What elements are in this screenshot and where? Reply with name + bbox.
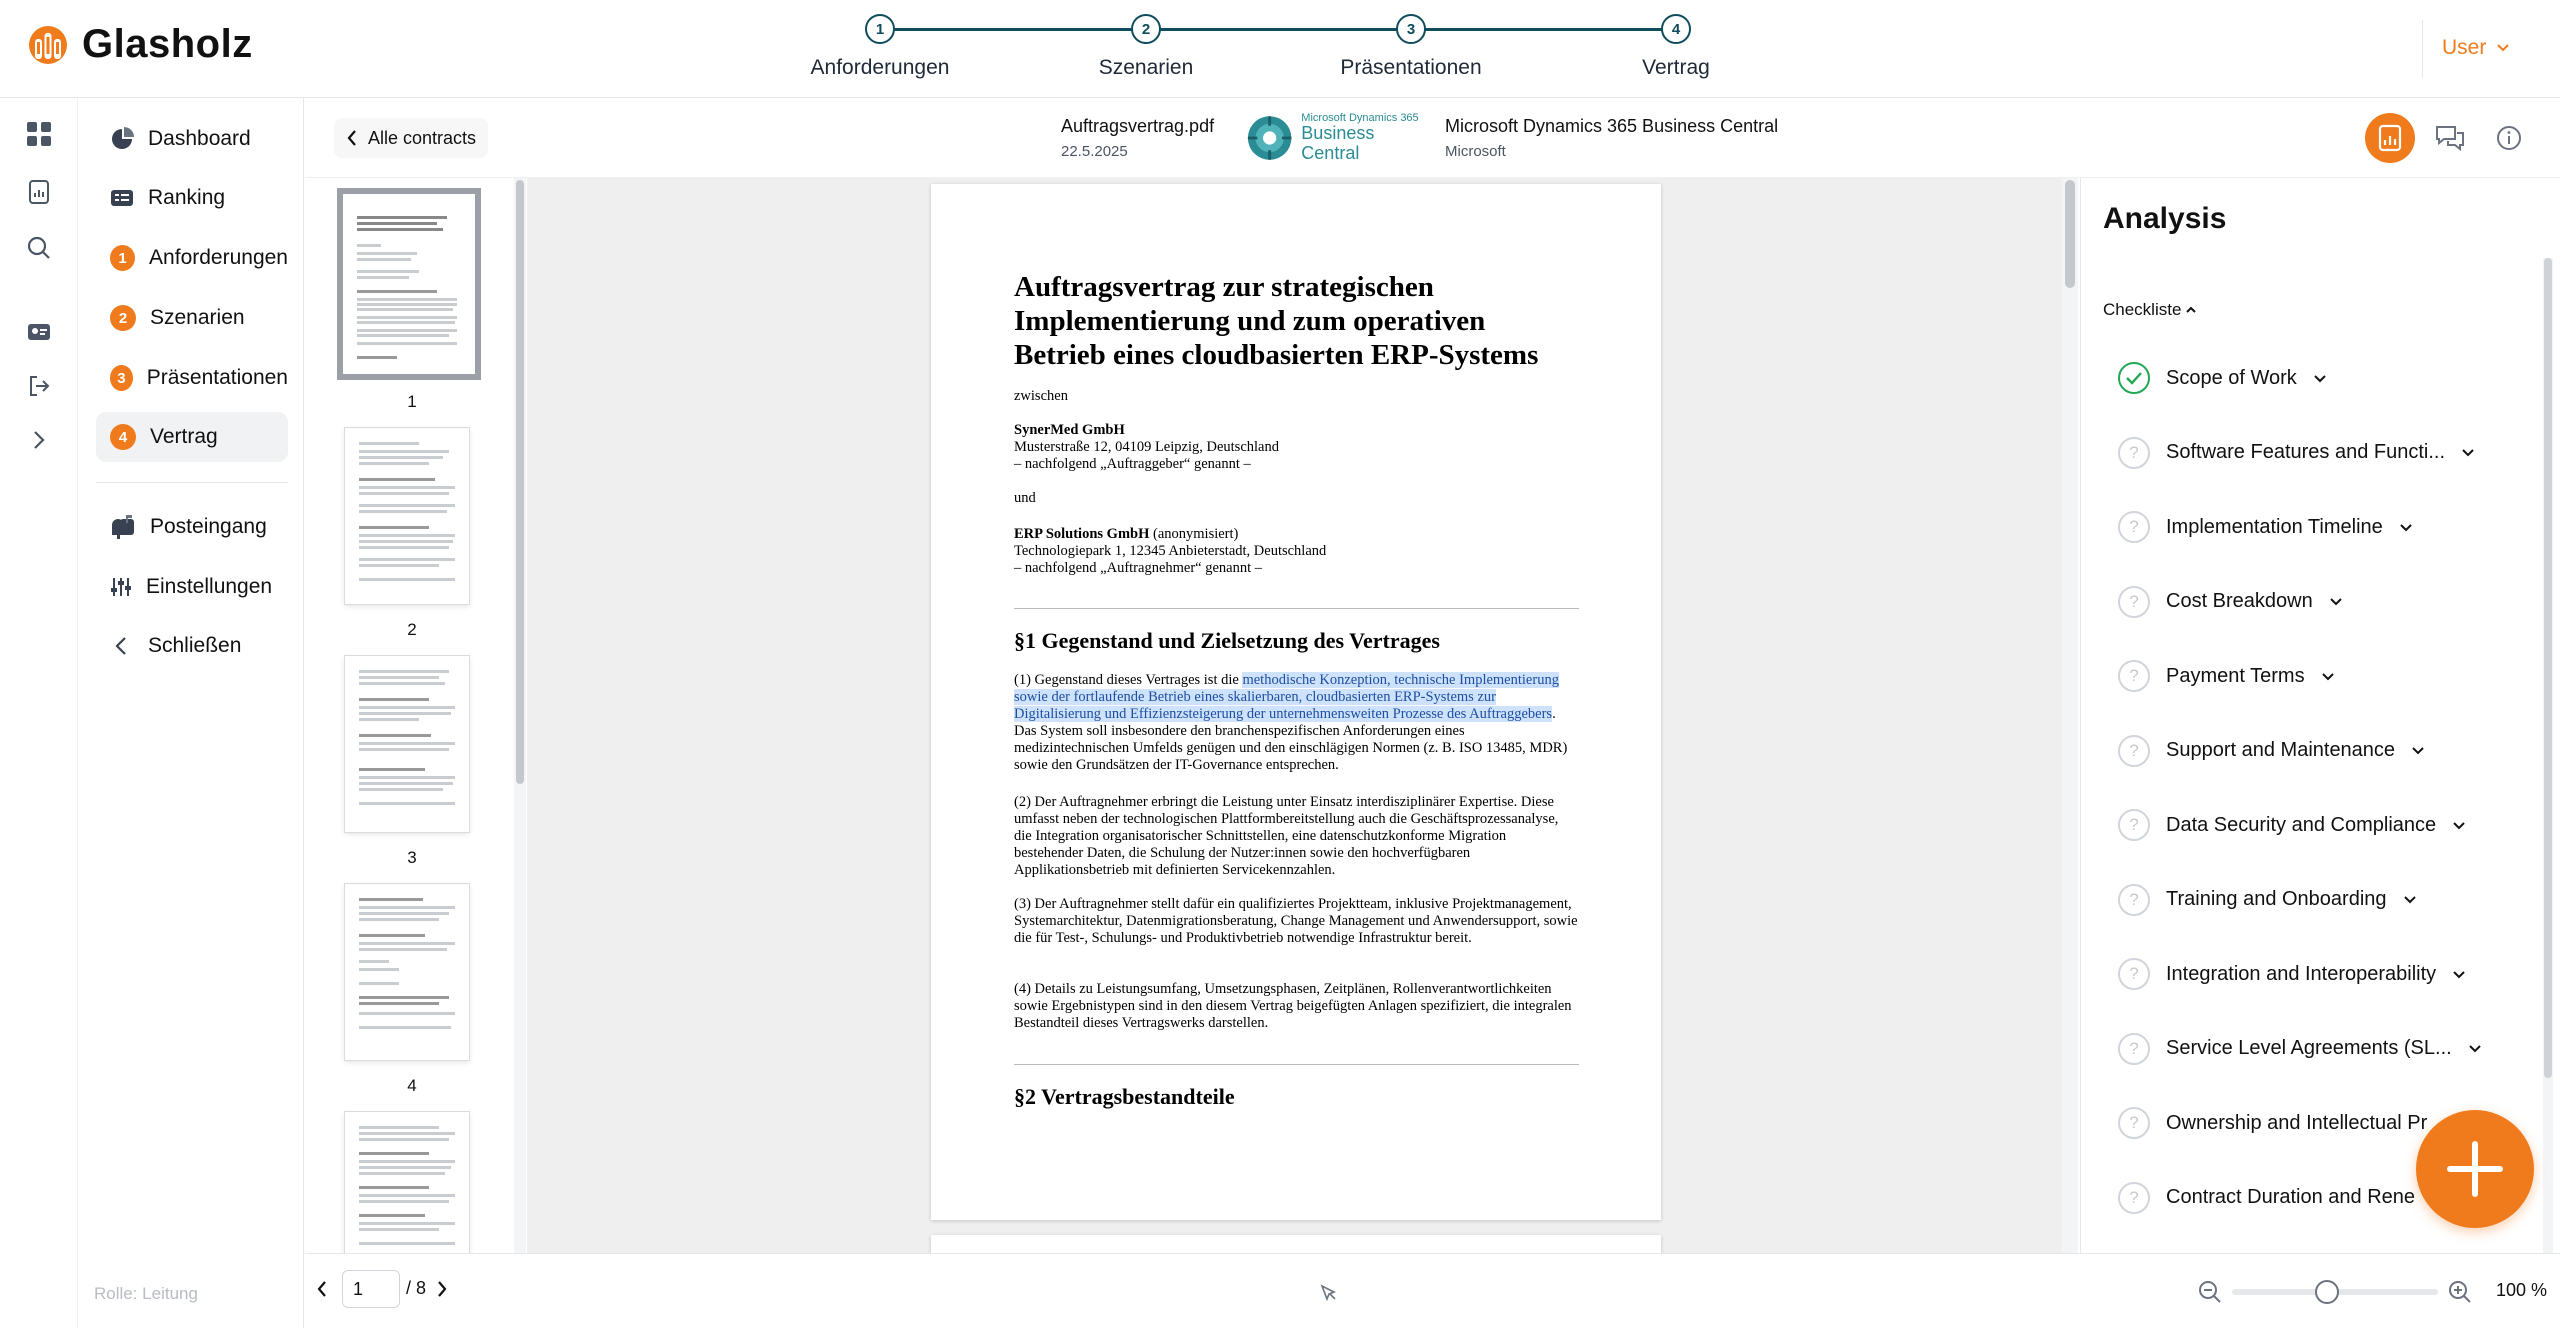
chevron-down-icon[interactable] [2403, 888, 2417, 911]
checklist-item-label: Payment Terms [2166, 664, 2305, 687]
question-circle-icon: ? [2118, 437, 2150, 469]
document-between: zwischen [1014, 388, 1068, 404]
step-badge-4: 4 [110, 424, 136, 450]
party1-address: Musterstraße 12, 04109 Leipzig, Deutschland [1014, 439, 1279, 455]
checklist-item[interactable] [2118, 880, 2417, 920]
sidebar-item-label: Szenarien [150, 306, 245, 329]
sidebar-item-anforderungen[interactable] [96, 233, 288, 283]
stepper-line-3 [1425, 28, 1675, 31]
party2-block [1014, 526, 1574, 577]
rail-contacts-button[interactable] [19, 312, 59, 352]
checklist-item[interactable] [2118, 805, 2466, 845]
checklist-label: Checkliste [2103, 300, 2182, 319]
step-1-circle[interactable]: 1 [865, 14, 895, 44]
comments-button[interactable] [2425, 113, 2475, 163]
step-3-label[interactable]: Präsentationen [1340, 56, 1482, 79]
checklist-item-label: Scope of Work [2166, 366, 2297, 389]
thumbnail-number: 2 [407, 620, 417, 639]
chevron-left-icon [316, 1279, 328, 1299]
chevron-right-icon [32, 429, 46, 451]
report-icon [2378, 124, 2402, 152]
page-total: / 8 [406, 1278, 427, 1298]
checklist-item-label: Data Security and Compliance [2166, 813, 2437, 836]
product-vendor: Microsoft [1445, 143, 1506, 160]
zoom-in-icon [2448, 1280, 2472, 1304]
sidebar-item-label: Präsentationen [146, 366, 288, 389]
chevron-down-icon[interactable] [2399, 516, 2413, 539]
pie-chart-icon [110, 127, 134, 151]
checklist-item[interactable] [2118, 1178, 2445, 1218]
question-circle-icon: ? [2118, 511, 2150, 543]
step-2-circle[interactable]: 2 [1131, 14, 1161, 44]
analysis-toggle-button[interactable] [2365, 113, 2415, 163]
chevron-down-icon[interactable] [2468, 1037, 2482, 1060]
vendor-logo-text [1301, 112, 1430, 164]
prev-page-button[interactable] [310, 1274, 334, 1304]
icon-rail [0, 98, 78, 1328]
document-page-1 [931, 184, 1661, 1220]
chevron-down-icon[interactable] [2452, 814, 2466, 837]
paragraph-3: (3) Der Auftragnehmer stellt dafür ein qualifiziertes Projektteam, inklusive Projektmanagement, Systemarchitektur, Datenmigrationsberatung, Change Management und Anwendersupport, sowie die für Test-, Schulungs- und Produktivbetrieb notwendige Infrastruktur bereit. [1014, 896, 1578, 946]
chevron-down-icon[interactable] [2321, 665, 2335, 688]
highlighted-passage[interactable]: methodische Konzeption, technische Implementierung sowie der fortlaufende Betrieb eines skalierbaren, cloudbasierten ERP-Systems zur Digitalisierung und Effizienzsteigerung der unternehmensweiten Prozesse des Auftraggebers [1014, 672, 1559, 722]
step-2-label[interactable]: Szenarien [1098, 56, 1194, 79]
sliders-icon [110, 576, 132, 598]
glasholz-logo-icon [26, 25, 70, 65]
file-name: Auftragsvertrag.pdf [1061, 116, 1215, 136]
vendor-logo-line1: Microsoft Dynamics 365 [1301, 112, 1419, 125]
checklist-item[interactable] [2118, 433, 2475, 473]
checklist-item[interactable] [2118, 731, 2425, 771]
sidebar-item-label: Posteingang [150, 515, 267, 538]
chevron-down-icon[interactable] [2452, 963, 2466, 986]
party2-address: Technologiepark 1, 12345 Anbieterstadt, Deutschland [1014, 543, 1327, 559]
rail-logout-button[interactable] [19, 366, 59, 406]
question-circle-icon: ? [2118, 586, 2150, 618]
question-circle-icon: ? [2118, 809, 2150, 841]
sidebar-item-dashboard[interactable] [96, 114, 288, 164]
paragraph-1-start: (1) Gegenstand dieses Vertrages ist die [1014, 672, 1243, 688]
sidebar-item-szenarien[interactable] [96, 293, 288, 343]
select-tool-button[interactable] [1316, 1280, 1342, 1306]
back-label: Alle contracts [368, 127, 477, 148]
sidebar-item-label: Anforderungen [149, 246, 288, 269]
sidebar-item-vertrag[interactable] [96, 412, 288, 462]
cursor-select-icon [1319, 1283, 1339, 1303]
user-menu[interactable] [2442, 36, 2510, 60]
sidebar-item-schliessen[interactable] [96, 621, 288, 671]
rail-search-button[interactable] [19, 228, 59, 268]
document-and: und [1014, 490, 1036, 506]
party2-role: – nachfolgend „Auftragnehmer“ genannt – [1014, 560, 1263, 576]
checklist-item-label: Contract Duration and Rene [2166, 1186, 2416, 1208]
checklist-item[interactable] [2118, 1029, 2482, 1069]
step-badge-3: 3 [110, 365, 133, 391]
thumbnail-page-4[interactable] [345, 884, 469, 1060]
question-circle-icon: ? [2118, 660, 2150, 692]
checklist-item-label: Integration and Interoperability [2166, 962, 2437, 985]
step-4-circle[interactable]: 4 [1661, 14, 1691, 44]
paragraph-2: (2) Der Auftragnehmer erbringt die Leistung unter Einsatz interdisziplinärer Expertise. Diese umfasst neben der technologischen Plattformbereitstellung auch die Geschäftsprozessanalyse, die Integration organisatorischer Schnittstellen, eine datenschutzkonforme Migration bestehender Daten, die Schulung der Nutzer:innen sowie den hochverfügbaren Applikationsbetrieb mit definierten Servicekennzahlen. [1014, 794, 1559, 878]
checklist-item-label: Service Level Agreements (SL... [2166, 1037, 2452, 1059]
logout-icon [27, 374, 51, 398]
sidebar-item-ranking[interactable] [96, 173, 288, 223]
rail-expand-button[interactable] [19, 420, 59, 460]
chevron-down-icon[interactable] [2313, 367, 2327, 390]
question-circle-icon: ? [2118, 1182, 2150, 1214]
app-logo[interactable] [26, 22, 253, 67]
chevron-left-icon [110, 635, 134, 657]
question-circle-icon: ? [2118, 735, 2150, 767]
checklist-item[interactable] [2118, 954, 2466, 994]
document-title: Auftragsvertrag zur strategischen Implementierung und zum operativen Betrieb eines cloudbasierten ERP-Systems [1014, 271, 1539, 371]
thumbnail-page-3[interactable] [345, 656, 469, 832]
product-name: Microsoft Dynamics 365 Business Central [1445, 116, 1779, 136]
role-label: Rolle: Leitung [94, 1284, 198, 1303]
plus-icon [2444, 1138, 2506, 1200]
step-1-label[interactable]: Anforderungen [810, 56, 950, 79]
checklist-item-label: Training and Onboarding [2166, 888, 2387, 910]
chevron-up-icon [2185, 305, 2197, 315]
zoom-slider-handle[interactable] [2315, 1280, 2339, 1304]
sidebar-item-label: Einstellungen [146, 575, 273, 598]
step-badge-1: 1 [110, 245, 135, 271]
viewer-scrollbar-thumb[interactable] [2065, 180, 2075, 288]
add-button[interactable] [2416, 1110, 2534, 1228]
thumbnail-page-2[interactable] [345, 428, 469, 604]
info-button[interactable] [2484, 113, 2534, 163]
thumbnail-scrollbar-thumb[interactable] [516, 180, 524, 784]
next-page-button[interactable] [430, 1274, 454, 1304]
contract-header [305, 98, 2560, 178]
analysis-title: Analysis [2103, 202, 2227, 235]
sidebar-item-praesentationen[interactable] [96, 353, 288, 403]
party2-name: ERP Solutions GmbH [1014, 526, 1150, 542]
sidebar-item-posteingang[interactable] [96, 502, 288, 552]
rail-report-button[interactable] [19, 172, 59, 212]
chevron-down-icon[interactable] [2461, 441, 2475, 464]
paragraph-1-end: . Das System soll insbesondere den branchenspezifischen Anforderungen eines medizintechnischen Umfelds genügen und den einschlägigen Normen (z. B. ISO 13485, MDR) sowie den Grundsätzen der IT-Governance entsprechen. [1014, 706, 1568, 773]
step-4-label[interactable]: Vertrag [1642, 56, 1710, 79]
checklist-item[interactable] [2118, 582, 2343, 622]
sidebar-item-label: Schließen [148, 634, 242, 657]
step-3-circle[interactable]: 3 [1396, 14, 1426, 44]
sidebar-divider [96, 482, 288, 483]
question-circle-icon: ? [2118, 1033, 2150, 1065]
chevron-down-icon[interactable] [2411, 739, 2425, 762]
chevron-down-icon[interactable] [2329, 590, 2343, 613]
zoom-out-button[interactable] [2196, 1278, 2224, 1306]
zoom-out-icon [2198, 1280, 2222, 1304]
search-icon [26, 235, 52, 261]
checklist-item[interactable] [2118, 358, 2327, 398]
step-badge-2: 2 [110, 305, 136, 331]
checklist-item[interactable] [2118, 656, 2335, 696]
sidebar-item-label: Dashboard [148, 127, 251, 150]
thumbnail-panel [305, 178, 515, 1253]
app-name: Glasholz [82, 22, 253, 66]
party2-line [1014, 526, 1574, 543]
user-divider [2422, 20, 2423, 78]
stepper-line-1 [895, 28, 1145, 31]
sidebar-item-label: Ranking [148, 186, 226, 209]
check-circle-icon [2118, 362, 2150, 394]
chevron-down-icon [2496, 43, 2510, 53]
party2-note: (anonymisiert) [1149, 526, 1239, 542]
top-bar [0, 0, 2560, 98]
contact-card-icon [27, 322, 51, 342]
section-rule [1014, 608, 1579, 609]
back-to-contracts-button[interactable] [334, 118, 488, 158]
checklist-item[interactable] [2118, 1103, 2457, 1143]
rail-grid-button[interactable] [19, 114, 59, 154]
party1-name: SynerMed GmbH [1014, 422, 1125, 438]
chat-icon [2435, 124, 2465, 152]
checklist-item-label: Software Features and Functi... [2166, 441, 2446, 463]
question-circle-icon: ? [2118, 884, 2150, 916]
sidebar-item-einstellungen[interactable] [96, 562, 288, 612]
checklist-item-label: Support and Maintenance [2166, 739, 2396, 761]
party1-block [1014, 422, 1574, 473]
chevron-right-icon [436, 1279, 448, 1299]
paragraph-4: (4) Details zu Leistungsumfang, Umsetzungsphasen, Zeitplänen, Rollenverantwortlichkeiten sowie Ergebnistypen sind in den diesem Vertrag beigefügten Anlagen spezifiziert, die integralen Bestandteil dieses Vertragswerks darstellen. [1014, 981, 1572, 1031]
grid-icon [26, 121, 52, 147]
thumbnail-page-1[interactable] [343, 194, 475, 374]
question-circle-icon: ? [2118, 1107, 2150, 1139]
vendor-logo [1246, 112, 1430, 164]
file-date: 22.5.2025 [1061, 143, 1128, 160]
vendor-logo-line2: Business Central [1301, 123, 1375, 164]
question-circle-icon: ? [2118, 958, 2150, 990]
report-icon [28, 179, 50, 205]
thumbnail-page-5[interactable] [345, 1112, 469, 1253]
checklist-item-label: Ownership and Intellectual Pr [2166, 1111, 2428, 1134]
mailbox-icon [110, 515, 136, 539]
checklist-item[interactable] [2118, 507, 2413, 547]
checklist-item-label: Implementation Timeline [2166, 515, 2383, 538]
thumbnail-number: 1 [407, 392, 417, 411]
info-icon [2496, 125, 2522, 151]
dynamics-logo-icon [1246, 113, 1293, 163]
section-rule [1014, 1064, 1579, 1065]
checklist-item-label: Cost Breakdown [2166, 590, 2313, 612]
party1-role: – nachfolgend „Auftraggeber“ genannt – [1014, 456, 1251, 472]
thumbnail-number: 4 [407, 1076, 417, 1095]
section2-title: §2 Vertragsbestandteile [1014, 1084, 1235, 1109]
page-number-input[interactable] [342, 1270, 400, 1308]
analysis-panel [2080, 178, 2560, 1253]
sidebar-item-label: Vertrag [150, 425, 218, 448]
chevron-left-icon [346, 128, 358, 148]
thumbnail-number: 3 [407, 848, 417, 867]
list-card-icon [110, 188, 134, 208]
section1-title: §1 Gegenstand und Zielsetzung des Vertrages [1014, 628, 1440, 653]
viewer-scrollbar[interactable] [2062, 178, 2078, 1253]
analysis-scrollbar-thumb[interactable] [2544, 258, 2552, 1078]
zoom-level: 100 % [2496, 1280, 2548, 1300]
user-label: User [2442, 36, 2487, 59]
zoom-in-button[interactable] [2446, 1278, 2474, 1306]
checklist-toggle[interactable] [2103, 300, 2197, 320]
paragraph-1 [1014, 672, 1579, 774]
stepper-line-2 [1160, 28, 1410, 31]
